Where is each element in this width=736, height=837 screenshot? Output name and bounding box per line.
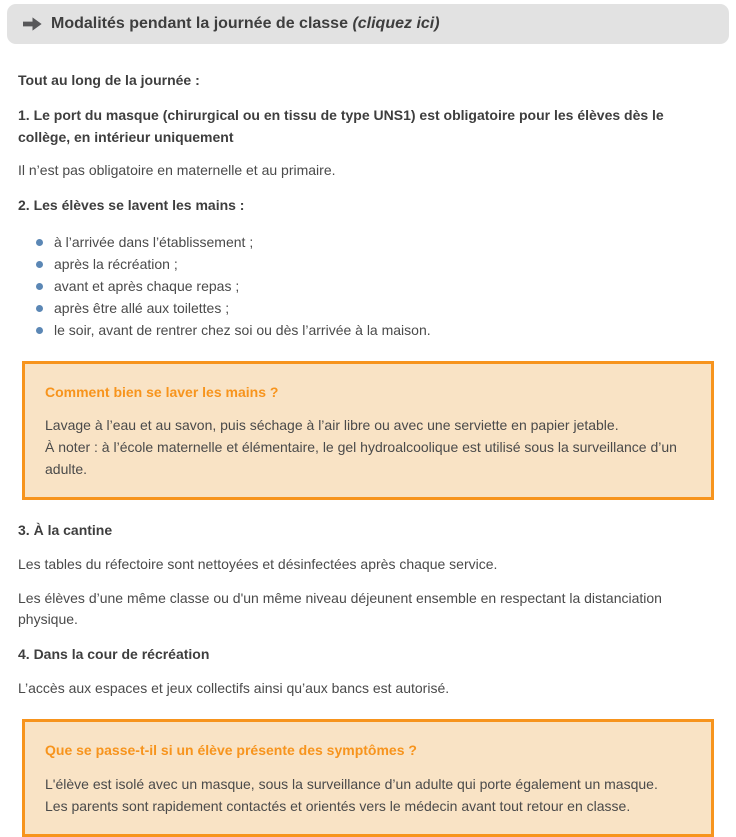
accordion-title: [51, 14, 440, 33]
rule1-note: Il n’est pas obligatoire en maternelle et au primaire.: [18, 162, 336, 179]
list-item: le soir, avant de rentrer chez soi ou dès l’arrivée à la maison.: [32, 320, 718, 341]
callout-symptoms-line2: Les parents sont rapidement contactés et orientés vers le médecin avant tout retour en classe.: [45, 797, 631, 814]
rule3-heading: 3. À la cantine: [18, 522, 113, 539]
rule2-heading: 2. Les élèves se lavent les mains :: [18, 196, 245, 213]
accordion-cta: (cliquez ici): [352, 15, 440, 32]
list-item: après être allé aux toilettes ;: [32, 298, 718, 319]
callout-handwash-title: Comment bien se laver les mains ?: [45, 383, 279, 400]
callout-handwash-line1: Lavage à l’eau et au savon, puis séchage à l’air libre ou avec une serviette en papier jetable.: [45, 417, 619, 434]
callout-symptoms-body: [45, 774, 691, 817]
callout-handwash-line2: À noter : à l’école maternelle et élémentaire, le gel hydroalcoolique est utilisé sous la surveillance d’un adulte.: [45, 438, 677, 477]
list-item: après la récréation ;: [32, 254, 718, 275]
rule1-heading: 1. Le port du masque (chirurgical ou en tissu de type UNS1) est obligatoire pour les élèves dès le collège, en intérieur uniquement: [18, 106, 664, 145]
accordion-title-text: Modalités pendant la journée de classe: [51, 15, 348, 32]
list-item: avant et après chaque repas ;: [32, 276, 718, 297]
rule4-heading: 4. Dans la cour de récréation: [18, 646, 210, 663]
intro-heading: Tout au long de la journée :: [18, 72, 200, 89]
rule4-paragraph-1: L’accès aux espaces et jeux collectifs ainsi qu’aux bancs est autorisé.: [18, 679, 450, 696]
callout-symptoms: [22, 719, 714, 837]
arrow-right-icon: [23, 17, 42, 31]
callout-handwash-body: [45, 415, 691, 480]
rule3-paragraph-2: Les élèves d’une même classe ou d'un même niveau déjeunent ensemble en respectant la distanciation physique.: [18, 589, 662, 628]
accordion-header[interactable]: [7, 4, 729, 44]
callout-symptoms-line1: L'élève est isolé avec un masque, sous la surveillance d’un adulte qui porte également un masque.: [45, 776, 658, 792]
rule3-paragraph-1: Les tables du réfectoire sont nettoyées et désinfectées après chaque service.: [18, 555, 498, 572]
callout-handwash: [22, 361, 714, 501]
accordion-content: [0, 44, 736, 837]
handwash-list: [18, 232, 718, 341]
callout-symptoms-title: Que se passe-t-il si un élève présente des symptômes ?: [45, 742, 417, 759]
list-item: à l’arrivée dans l’établissement ;: [32, 232, 718, 253]
